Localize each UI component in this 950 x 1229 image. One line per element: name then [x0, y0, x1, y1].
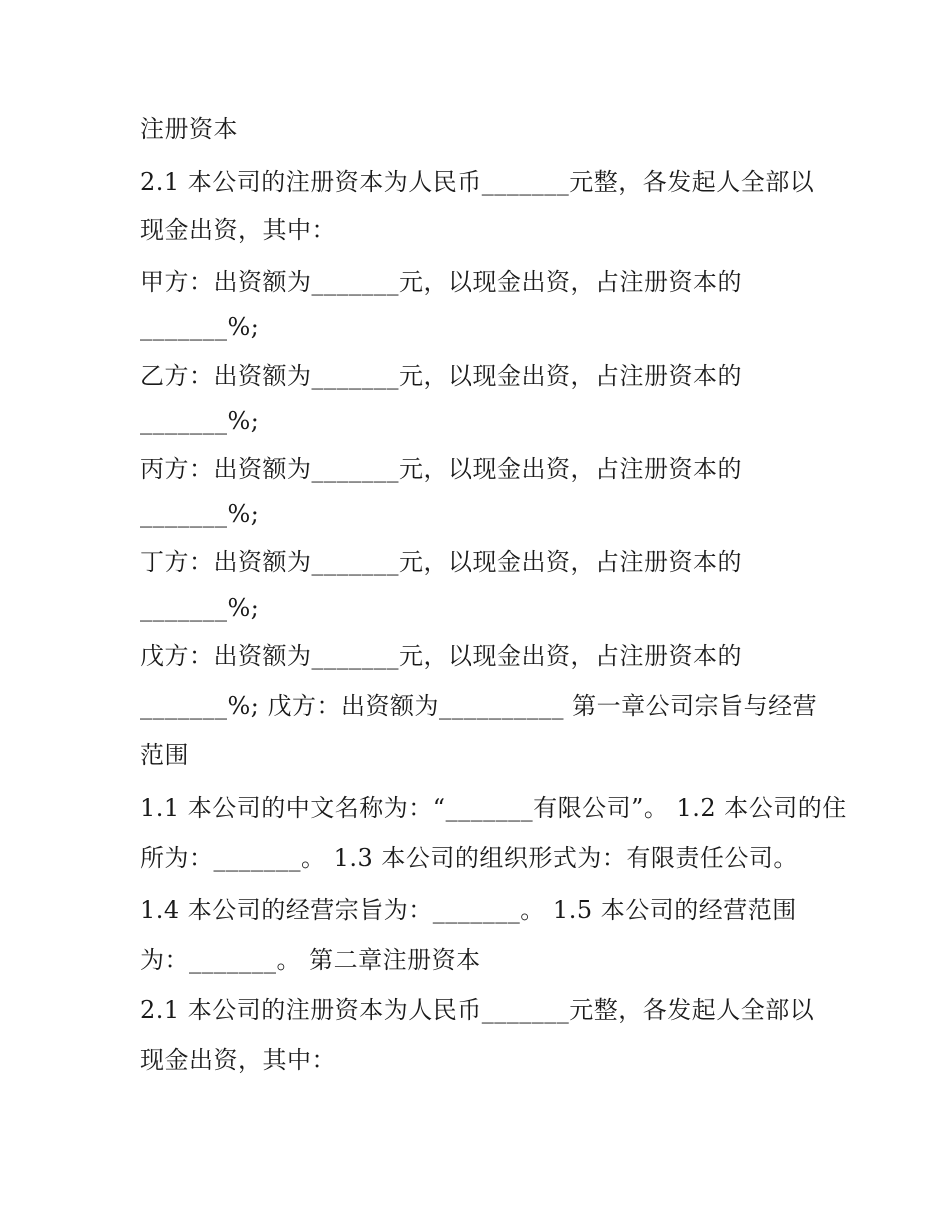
- text-line: _______%;: [140, 500, 260, 528]
- text-line: 1.1 本公司的中文名称为：“_______有限公司”。 1.2 本公司的住: [140, 794, 847, 822]
- text-line: _______%; 戊方：出资额为__________ 第一章公司宗旨与经营: [140, 692, 818, 720]
- text-line: _______%;: [140, 594, 260, 622]
- text-line: 2.1 本公司的注册资本为人民币_______元整，各发起人全部以: [140, 168, 815, 196]
- text-line: 2.1 本公司的注册资本为人民币_______元整，各发起人全部以: [140, 996, 815, 1024]
- text-line: 乙方：出资额为_______元，以现金出资，占注册资本的: [140, 362, 742, 390]
- text-line: 1.4 本公司的经营宗旨为：_______。 1.5 本公司的经营范围: [140, 896, 797, 924]
- text-line: 甲方：出资额为_______元，以现金出资，占注册资本的: [140, 268, 742, 296]
- text-line: 丁方：出资额为_______元，以现金出资，占注册资本的: [140, 548, 742, 576]
- text-line: 所为：_______。 1.3 本公司的组织形式为：有限责任公司。: [140, 844, 798, 872]
- text-line: 范围: [140, 741, 189, 769]
- text-line: 丙方：出资额为_______元，以现金出资，占注册资本的: [140, 455, 742, 483]
- text-line: 现金出资，其中：: [140, 1046, 336, 1074]
- text-line: 戊方：出资额为_______元，以现金出资，占注册资本的: [140, 642, 742, 670]
- text-line: _______%;: [140, 407, 260, 435]
- text-line: 为：_______。 第二章注册资本: [140, 946, 481, 974]
- text-line: _______%;: [140, 313, 260, 341]
- text-line: 注册资本: [140, 115, 238, 143]
- text-line: 现金出资，其中：: [140, 216, 336, 244]
